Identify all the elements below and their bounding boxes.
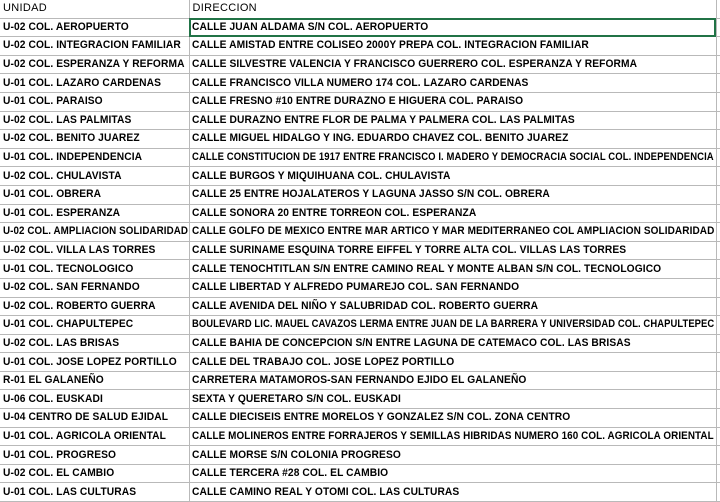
cell-direccion-text: CALLE SILVESTRE VALENCIA Y FRANCISCO GUERRERO COL. ESPERANZA Y REFORMA (191, 58, 637, 71)
table-row (0, 390, 720, 409)
cell-direccion[interactable] (189, 353, 716, 372)
cell-unidad[interactable] (0, 92, 189, 111)
cell-direccion-text: SEXTA Y QUERETARO S/N COL. EUSKADI (191, 392, 401, 405)
cell-unidad[interactable] (0, 464, 189, 483)
cell-direccion-selected[interactable] (189, 18, 716, 37)
cell-direccion[interactable] (189, 446, 716, 465)
cell-direccion[interactable] (189, 464, 716, 483)
cell-direccion[interactable] (189, 55, 716, 74)
cell-direccion[interactable] (189, 316, 716, 335)
cell-unidad[interactable] (0, 167, 189, 186)
cell-unidad-text: U-02 COL. LAS BRISAS (3, 336, 120, 349)
cell-direccion-text: CALLE AVENIDA DEL NIÑO Y SALUBRIDAD COL. ROBERTO GUERRA (191, 299, 538, 312)
cell-unidad-text: U-01 COL. OBRERA (3, 188, 102, 201)
cell-direccion-text: CARRETERA MATAMOROS-SAN FERNANDO EJIDO EL GALANEÑO (191, 374, 526, 387)
cell-unidad[interactable] (0, 278, 189, 297)
cell-direccion[interactable] (189, 111, 716, 130)
header-cell-empty[interactable] (716, 0, 720, 18)
cell-unidad-text: U-02 COL. LAS PALMITAS (3, 113, 132, 126)
cell-unidad[interactable] (0, 18, 189, 37)
cell-unidad[interactable] (0, 204, 189, 223)
cell-empty[interactable] (716, 409, 720, 428)
table-row (0, 353, 720, 372)
cell-unidad-text: U-02 COL. VILLA LAS TORRES (3, 244, 156, 257)
cell-direccion-text: CALLE CAMINO REAL Y OTOMI COL. LAS CULTURAS (191, 485, 459, 498)
cell-unidad-text: U-02 COL. INTEGRACION FAMILIAR (3, 39, 181, 52)
cell-unidad[interactable] (0, 353, 189, 372)
cell-empty[interactable] (716, 148, 720, 167)
cell-unidad[interactable] (0, 409, 189, 428)
table-row (0, 297, 720, 316)
table-row (0, 483, 720, 502)
cell-unidad[interactable] (0, 390, 189, 409)
cell-empty[interactable] (716, 55, 720, 74)
cell-direccion[interactable] (189, 204, 716, 223)
cell-direccion-text: BOULEVARD LIC. MAUEL CAVAZOS LERMA ENTRE JUAN DE LA BARRERA Y UNIVERSIDAD COL. CHAPULTEPEC (191, 318, 714, 331)
table-row (0, 92, 720, 111)
cell-direccion[interactable] (189, 278, 716, 297)
table-row (0, 446, 720, 465)
cell-direccion[interactable] (189, 260, 716, 279)
cell-unidad[interactable] (0, 55, 189, 74)
cell-direccion[interactable] (189, 148, 716, 167)
cell-unidad[interactable] (0, 130, 189, 149)
cell-direccion[interactable] (189, 92, 716, 111)
cell-unidad[interactable] (0, 371, 189, 390)
table-row (0, 55, 720, 74)
cell-empty[interactable] (716, 353, 720, 372)
cell-direccion-text: CALLE DURAZNO ENTRE FLOR DE PALMA Y PALMERA COL. LAS PALMITAS (191, 113, 575, 126)
cell-empty[interactable] (716, 111, 720, 130)
cell-empty[interactable] (716, 297, 720, 316)
table-row (0, 409, 720, 428)
cell-empty[interactable] (716, 483, 720, 502)
cell-unidad[interactable] (0, 260, 189, 279)
cell-direccion-text: CALLE DIECISEIS ENTRE MORELOS Y GONZALEZ S/N COL. ZONA CENTRO (191, 411, 570, 424)
cell-direccion[interactable] (189, 334, 716, 353)
cell-direccion-text: CALLE GOLFO DE MEXICO ENTRE MAR ARTICO Y MAR MEDITERRANEO COL AMPLIACION SOLIDARIDAD (191, 225, 714, 238)
cell-empty[interactable] (716, 37, 720, 56)
cell-direccion-text: CALLE MIGUEL HIDALGO Y ING. EDUARDO CHAVEZ COL. BENITO JUAREZ (191, 132, 568, 145)
cell-direccion-text: CALLE SONORA 20 ENTRE TORREON COL. ESPERANZA (191, 206, 476, 219)
table-row (0, 111, 720, 130)
cell-empty[interactable] (716, 464, 720, 483)
cell-unidad[interactable] (0, 427, 189, 446)
cell-unidad-text: U-01 COL. INDEPENDENCIA (3, 151, 143, 164)
cell-unidad[interactable] (0, 74, 189, 93)
cell-direccion[interactable] (189, 409, 716, 428)
cell-empty[interactable] (716, 427, 720, 446)
cell-direccion-text: CALLE BURGOS Y MIQUIHUANA COL. CHULAVISTA (191, 169, 450, 182)
table-row (0, 427, 720, 446)
cell-unidad-text: U-02 COL. ESPERANZA Y REFORMA (3, 58, 185, 71)
cell-empty[interactable] (716, 223, 720, 242)
cell-unidad-text: U-06 COL. EUSKADI (3, 392, 103, 405)
table-row (0, 148, 720, 167)
table-row (0, 241, 720, 260)
cell-unidad-text: U-01 COL. LAZARO CARDENAS (3, 76, 162, 89)
cell-direccion-text: CALLE AMISTAD ENTRE COLISEO 2000Y PREPA COL. INTEGRACION FAMILIAR (191, 39, 589, 52)
table-row (0, 185, 720, 204)
cell-unidad[interactable] (0, 148, 189, 167)
cell-direccion-text: CALLE TERCERA #28 COL. EL CAMBIO (191, 467, 388, 480)
cell-direccion-text: CALLE FRANCISCO VILLA NUMERO 174 COL. LAZARO CARDENAS (191, 76, 528, 89)
header-cell-unidad[interactable]: UNIDAD (0, 0, 189, 18)
cell-empty[interactable] (716, 316, 720, 335)
cell-direccion-text: CALLE JUAN ALDAMA S/N COL. AEROPUERTO (191, 20, 428, 33)
cell-empty[interactable] (716, 204, 720, 223)
cell-direccion[interactable] (189, 483, 716, 502)
cell-direccion-text: CALLE DEL TRABAJO COL. JOSE LOPEZ PORTILLO (191, 355, 454, 368)
table-row (0, 334, 720, 353)
header-row (0, 0, 720, 18)
cell-unidad-text: U-01 COL. LAS CULTURAS (3, 485, 137, 498)
cell-direccion-text: CALLE FRESNO #10 ENTRE DURAZNO E HIGUERA COL. PARAISO (191, 95, 523, 108)
cell-unidad-text: U-02 COL. EL CAMBIO (3, 467, 115, 480)
table-row (0, 18, 720, 37)
cell-empty[interactable] (716, 334, 720, 353)
cell-unidad[interactable] (0, 111, 189, 130)
cell-unidad[interactable] (0, 446, 189, 465)
cell-direccion[interactable] (189, 241, 716, 260)
cell-unidad-text: U-04 CENTRO DE SALUD EJIDAL (3, 411, 169, 424)
cell-empty[interactable] (716, 446, 720, 465)
cell-direccion-text: CALLE LIBERTAD Y ALFREDO PUMAREJO COL. SAN FERNANDO (191, 281, 519, 294)
cell-unidad-text: U-01 COL. AGRICOLA ORIENTAL (3, 429, 166, 442)
cell-direccion-text: CALLE SURINAME ESQUINA TORRE EIFFEL Y TORRE ALTA COL. VILLAS LAS TORRES (191, 244, 626, 257)
cell-direccion[interactable] (189, 185, 716, 204)
cell-unidad-text: U-01 COL. JOSE LOPEZ PORTILLO (3, 355, 177, 368)
cell-direccion[interactable] (189, 37, 716, 56)
header-cell-direccion[interactable]: DIRECCION (189, 0, 716, 18)
cell-direccion[interactable] (189, 371, 716, 390)
cell-unidad[interactable] (0, 223, 189, 242)
cell-direccion-text: CALLE TENOCHTITLAN S/N ENTRE CAMINO REAL Y MONTE ALBAN S/N COL. TECNOLOGICO (191, 262, 661, 275)
cell-unidad-text: U-02 COL. SAN FERNANDO (3, 281, 140, 294)
cell-direccion[interactable] (189, 167, 716, 186)
table-row (0, 223, 720, 242)
cell-unidad-text: U-01 COL. PARAISO (3, 95, 103, 108)
cell-unidad-text: U-02 COL. AEROPUERTO (3, 20, 129, 33)
cell-empty[interactable] (716, 18, 720, 37)
table-row (0, 204, 720, 223)
cell-unidad-text: U-02 COL. CHULAVISTA (3, 169, 122, 182)
cell-unidad-text: U-01 COL. PROGRESO (3, 448, 117, 461)
cell-direccion[interactable] (189, 74, 716, 93)
cell-empty[interactable] (716, 167, 720, 186)
table-row (0, 37, 720, 56)
cell-unidad[interactable] (0, 185, 189, 204)
cell-direccion[interactable] (189, 390, 716, 409)
cell-direccion-text: CALLE BAHIA DE CONCEPCION S/N ENTRE LAGUNA DE CATEMACO COL. LAS BRISAS (191, 336, 631, 349)
table-row (0, 464, 720, 483)
cell-direccion-text: CALLE 25 ENTRE HOJALATEROS Y LAGUNA JASSO S/N COL. OBRERA (191, 188, 550, 201)
cell-unidad[interactable] (0, 483, 189, 502)
cell-direccion[interactable] (189, 223, 716, 242)
table-row (0, 371, 720, 390)
cell-unidad-text: U-02 COL. ROBERTO GUERRA (3, 299, 156, 312)
cell-empty[interactable] (716, 185, 720, 204)
cell-unidad-text: U-01 COL. CHAPULTEPEC (3, 318, 134, 331)
cell-unidad-text: U-01 COL. ESPERANZA (3, 206, 121, 219)
table-row (0, 167, 720, 186)
cell-unidad[interactable] (0, 241, 189, 260)
cell-direccion-text: CALLE MOLINEROS ENTRE FORRAJEROS Y SEMILLAS HIBRIDAS NUMERO 160 COL. AGRICOLA ORIENTAL (191, 429, 714, 442)
cell-unidad-text: U-02 COL. BENITO JUAREZ (3, 132, 140, 145)
cell-unidad-text: U-02 COL. AMPLIACION SOLIDARIDAD (3, 225, 189, 238)
cell-unidad[interactable] (0, 334, 189, 353)
cell-unidad[interactable] (0, 297, 189, 316)
table-row (0, 74, 720, 93)
cell-empty[interactable] (716, 390, 720, 409)
cell-empty[interactable] (716, 260, 720, 279)
cell-unidad[interactable] (0, 37, 189, 56)
table-row (0, 260, 720, 279)
cell-unidad[interactable] (0, 316, 189, 335)
cell-direccion-text: CALLE CONSTITUCION DE 1917 ENTRE FRANCISCO I. MADERO Y DEMOCRACIA SOCIAL COL. INDEPENDENCIA (191, 151, 714, 164)
table-row (0, 278, 720, 297)
cell-direccion-text: CALLE MORSE S/N COLONIA PROGRESO (191, 448, 401, 461)
table-row (0, 130, 720, 149)
cell-direccion[interactable] (189, 297, 716, 316)
cell-empty[interactable] (716, 278, 720, 297)
cell-direccion[interactable] (189, 130, 716, 149)
cell-empty[interactable] (716, 74, 720, 93)
cell-empty[interactable] (716, 130, 720, 149)
cell-unidad-text: U-01 COL. TECNOLOGICO (3, 262, 134, 275)
table-row (0, 316, 720, 335)
cell-empty[interactable] (716, 371, 720, 390)
cell-direccion[interactable] (189, 427, 716, 446)
cell-empty[interactable] (716, 92, 720, 111)
cell-empty[interactable] (716, 241, 720, 260)
cell-unidad-text: R-01 EL GALANEÑO (3, 374, 104, 387)
